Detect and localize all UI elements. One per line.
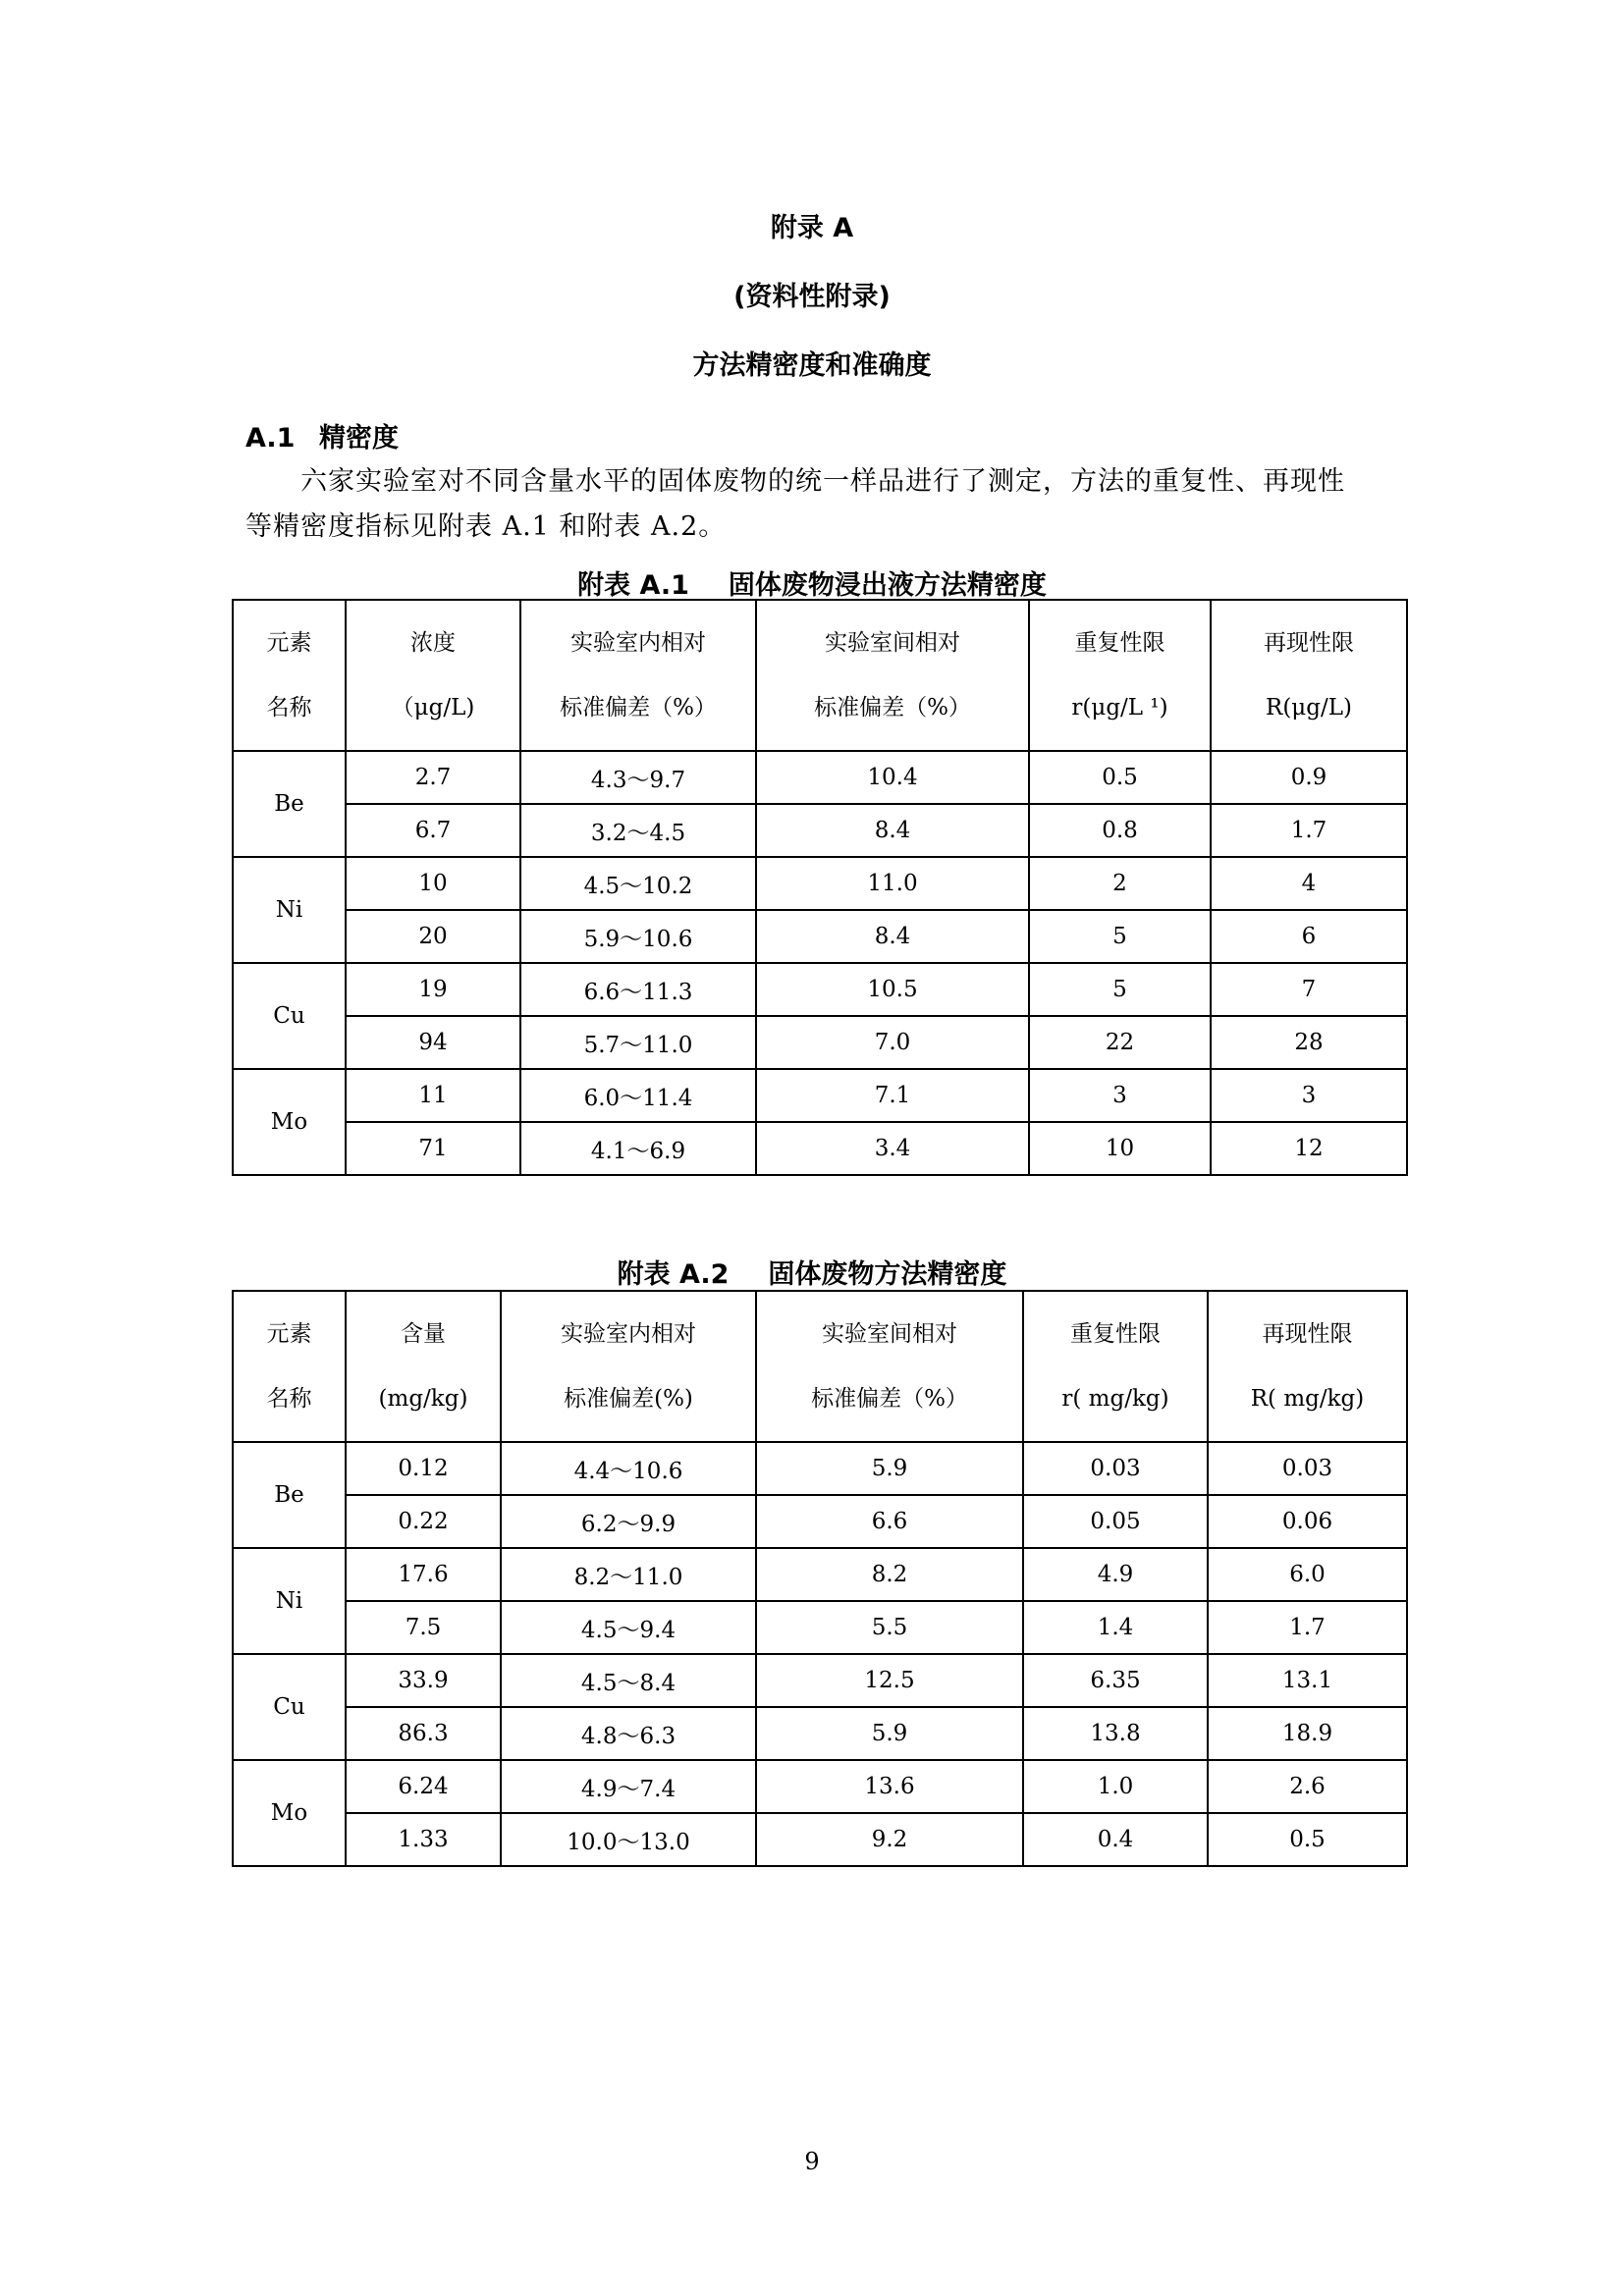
repeatability-limit-cell: 1.0 bbox=[1023, 1760, 1208, 1813]
value-concentration-cell: 17.6 bbox=[346, 1548, 501, 1601]
intra-lab-rsd-cell: 6.2～9.9 bbox=[501, 1495, 756, 1548]
header-intra-lab-rsd: 实验室内相对 标准偏差（%） bbox=[520, 600, 756, 751]
inter-lab-rsd-cell: 5.9 bbox=[756, 1442, 1023, 1495]
precision-table-leachate bbox=[232, 599, 1408, 1176]
reproducibility-limit-cell: 0.06 bbox=[1208, 1495, 1407, 1548]
table-row bbox=[233, 1760, 1407, 1813]
header-reproducibility-limit: 再现性限 R(μg/L) bbox=[1211, 600, 1407, 751]
table-row bbox=[233, 1122, 1407, 1175]
inter-lab-rsd-cell: 10.4 bbox=[756, 751, 1029, 804]
table-row bbox=[233, 1548, 1407, 1601]
table2-caption-number: 附表 A.2 bbox=[617, 1259, 730, 1290]
inter-lab-rsd-cell: 9.2 bbox=[756, 1813, 1023, 1866]
header-concentration: 浓度 （μg/L) bbox=[346, 600, 520, 751]
table1-caption-title: 固体废物浸出液方法精密度 bbox=[728, 570, 1047, 601]
inter-lab-rsd-cell: 8.2 bbox=[756, 1548, 1023, 1601]
value-concentration-cell: 6.24 bbox=[346, 1760, 501, 1813]
repeatability-limit-cell: 13.8 bbox=[1023, 1707, 1208, 1760]
repeatability-limit-cell: 0.8 bbox=[1029, 804, 1211, 857]
table-row bbox=[233, 910, 1407, 963]
value-concentration-cell: 19 bbox=[346, 963, 520, 1016]
repeatability-limit-cell: 5 bbox=[1029, 910, 1211, 963]
table-row bbox=[233, 1442, 1407, 1495]
intra-lab-rsd-cell: 6.6～11.3 bbox=[520, 963, 756, 1016]
reproducibility-limit-cell: 13.1 bbox=[1208, 1654, 1407, 1707]
repeatability-limit-cell: 22 bbox=[1029, 1016, 1211, 1069]
value-concentration-cell: 10 bbox=[346, 857, 520, 910]
reproducibility-limit-cell: 2.6 bbox=[1208, 1760, 1407, 1813]
reproducibility-limit-cell: 12 bbox=[1211, 1122, 1407, 1175]
header-intra-lab-rsd: 实验室内相对 标准偏差(%) bbox=[501, 1291, 756, 1442]
header-reproducibility-limit: 再现性限 R( mg/kg) bbox=[1208, 1291, 1407, 1442]
repeatability-limit-cell: 10 bbox=[1029, 1122, 1211, 1175]
intra-lab-rsd-cell: 3.2～4.5 bbox=[520, 804, 756, 857]
header-element: 元素 名称 bbox=[233, 600, 346, 751]
inter-lab-rsd-cell: 5.5 bbox=[756, 1601, 1023, 1654]
inter-lab-rsd-cell: 8.4 bbox=[756, 910, 1029, 963]
repeatability-limit-cell: 0.03 bbox=[1023, 1442, 1208, 1495]
reproducibility-limit-cell: 18.9 bbox=[1208, 1707, 1407, 1760]
intra-lab-rsd-cell: 4.3～9.7 bbox=[520, 751, 756, 804]
reproducibility-limit-cell: 1.7 bbox=[1208, 1601, 1407, 1654]
inter-lab-rsd-cell: 13.6 bbox=[756, 1760, 1023, 1813]
table-header-row bbox=[233, 600, 1407, 751]
element-cell: Cu bbox=[233, 1654, 346, 1760]
appendix-heading: 方法精密度和准确度 bbox=[692, 350, 932, 381]
header-inter-lab-rsd: 实验室间相对 标准偏差（%） bbox=[756, 1291, 1023, 1442]
element-cell: Ni bbox=[233, 857, 346, 963]
reproducibility-limit-cell: 6.0 bbox=[1208, 1548, 1407, 1601]
value-concentration-cell: 6.7 bbox=[346, 804, 520, 857]
value-concentration-cell: 11 bbox=[346, 1069, 520, 1122]
reproducibility-limit-cell: 0.5 bbox=[1208, 1813, 1407, 1866]
intra-lab-rsd-cell: 4.5～10.2 bbox=[520, 857, 756, 910]
inter-lab-rsd-cell: 6.6 bbox=[756, 1495, 1023, 1548]
intra-lab-rsd-cell: 4.9～7.4 bbox=[501, 1760, 756, 1813]
element-cell: Ni bbox=[233, 1548, 346, 1654]
repeatability-limit-cell: 0.05 bbox=[1023, 1495, 1208, 1548]
table-row bbox=[233, 1813, 1407, 1866]
header-inter-lab-rsd: 实验室间相对 标准偏差（%） bbox=[756, 600, 1029, 751]
value-concentration-cell: 20 bbox=[346, 910, 520, 963]
table-row bbox=[233, 1654, 1407, 1707]
repeatability-limit-cell: 3 bbox=[1029, 1069, 1211, 1122]
intra-lab-rsd-cell: 5.7～11.0 bbox=[520, 1016, 756, 1069]
inter-lab-rsd-cell: 10.5 bbox=[756, 963, 1029, 1016]
element-cell: Mo bbox=[233, 1069, 346, 1175]
repeatability-limit-cell: 6.35 bbox=[1023, 1654, 1208, 1707]
inter-lab-rsd-cell: 3.4 bbox=[756, 1122, 1029, 1175]
precision-table-solid-waste bbox=[232, 1290, 1408, 1867]
header-element: 元素 名称 bbox=[233, 1291, 346, 1442]
element-cell: Cu bbox=[233, 963, 346, 1069]
table-row bbox=[233, 1016, 1407, 1069]
intra-lab-rsd-cell: 4.8～6.3 bbox=[501, 1707, 756, 1760]
reproducibility-limit-cell: 3 bbox=[1211, 1069, 1407, 1122]
header-repeatability-limit: 重复性限 r(μg/L ¹) bbox=[1029, 600, 1211, 751]
table-row bbox=[233, 963, 1407, 1016]
value-concentration-cell: 1.33 bbox=[346, 1813, 501, 1866]
reproducibility-limit-cell: 28 bbox=[1211, 1016, 1407, 1069]
intra-lab-rsd-cell: 4.1～6.9 bbox=[520, 1122, 756, 1175]
appendix-title: 附录 A bbox=[770, 213, 854, 243]
inter-lab-rsd-cell: 5.9 bbox=[756, 1707, 1023, 1760]
header-repeatability-limit: 重复性限 r( mg/kg) bbox=[1023, 1291, 1208, 1442]
value-concentration-cell: 7.5 bbox=[346, 1601, 501, 1654]
page-number: 9 bbox=[804, 2148, 820, 2175]
repeatability-limit-cell: 0.4 bbox=[1023, 1813, 1208, 1866]
table2-caption-title: 固体废物方法精密度 bbox=[768, 1259, 1007, 1290]
value-concentration-cell: 71 bbox=[346, 1122, 520, 1175]
inter-lab-rsd-cell: 7.0 bbox=[756, 1016, 1029, 1069]
repeatability-limit-cell: 5 bbox=[1029, 963, 1211, 1016]
table-row bbox=[233, 857, 1407, 910]
table-row bbox=[233, 1069, 1407, 1122]
table-row bbox=[233, 751, 1407, 804]
inter-lab-rsd-cell: 7.1 bbox=[756, 1069, 1029, 1122]
inter-lab-rsd-cell: 12.5 bbox=[756, 1654, 1023, 1707]
section-paragraph: 六家实验室对不同含量水平的固体废物的统一样品进行了测定，方法的重复性、再现性等精密度指标见附表 A.1 和附表 A.2。 bbox=[245, 466, 1345, 542]
intra-lab-rsd-cell: 4.5～9.4 bbox=[501, 1601, 756, 1654]
repeatability-limit-cell: 1.4 bbox=[1023, 1601, 1208, 1654]
table-row bbox=[233, 1707, 1407, 1760]
table-row bbox=[233, 1495, 1407, 1548]
table1-caption-number: 附表 A.1 bbox=[577, 570, 689, 601]
repeatability-limit-cell: 4.9 bbox=[1023, 1548, 1208, 1601]
appendix-subtitle: (资料性附录) bbox=[733, 282, 891, 312]
value-concentration-cell: 94 bbox=[346, 1016, 520, 1069]
value-concentration-cell: 0.12 bbox=[346, 1442, 501, 1495]
value-concentration-cell: 0.22 bbox=[346, 1495, 501, 1548]
table-row bbox=[233, 804, 1407, 857]
reproducibility-limit-cell: 0.03 bbox=[1208, 1442, 1407, 1495]
section-number: A.1 bbox=[245, 423, 296, 454]
header-content: 含量 (mg/kg) bbox=[346, 1291, 501, 1442]
section-title: 精密度 bbox=[319, 423, 399, 454]
intra-lab-rsd-cell: 4.5～8.4 bbox=[501, 1654, 756, 1707]
intra-lab-rsd-cell: 5.9～10.6 bbox=[520, 910, 756, 963]
reproducibility-limit-cell: 1.7 bbox=[1211, 804, 1407, 857]
reproducibility-limit-cell: 4 bbox=[1211, 857, 1407, 910]
element-cell: Be bbox=[233, 751, 346, 857]
element-cell: Be bbox=[233, 1442, 346, 1548]
section-heading bbox=[245, 416, 399, 454]
table-header-row bbox=[233, 1291, 1407, 1442]
reproducibility-limit-cell: 0.9 bbox=[1211, 751, 1407, 804]
repeatability-limit-cell: 2 bbox=[1029, 857, 1211, 910]
repeatability-limit-cell: 0.5 bbox=[1029, 751, 1211, 804]
inter-lab-rsd-cell: 11.0 bbox=[756, 857, 1029, 910]
table2-caption bbox=[0, 1253, 1624, 1291]
intra-lab-rsd-cell: 6.0～11.4 bbox=[520, 1069, 756, 1122]
reproducibility-limit-cell: 7 bbox=[1211, 963, 1407, 1016]
reproducibility-limit-cell: 6 bbox=[1211, 910, 1407, 963]
value-concentration-cell: 33.9 bbox=[346, 1654, 501, 1707]
table1-caption bbox=[0, 563, 1624, 602]
table-row bbox=[233, 1601, 1407, 1654]
intra-lab-rsd-cell: 8.2～11.0 bbox=[501, 1548, 756, 1601]
intra-lab-rsd-cell: 4.4～10.6 bbox=[501, 1442, 756, 1495]
intra-lab-rsd-cell: 10.0～13.0 bbox=[501, 1813, 756, 1866]
element-cell: Mo bbox=[233, 1760, 346, 1866]
value-concentration-cell: 86.3 bbox=[346, 1707, 501, 1760]
inter-lab-rsd-cell: 8.4 bbox=[756, 804, 1029, 857]
value-concentration-cell: 2.7 bbox=[346, 751, 520, 804]
